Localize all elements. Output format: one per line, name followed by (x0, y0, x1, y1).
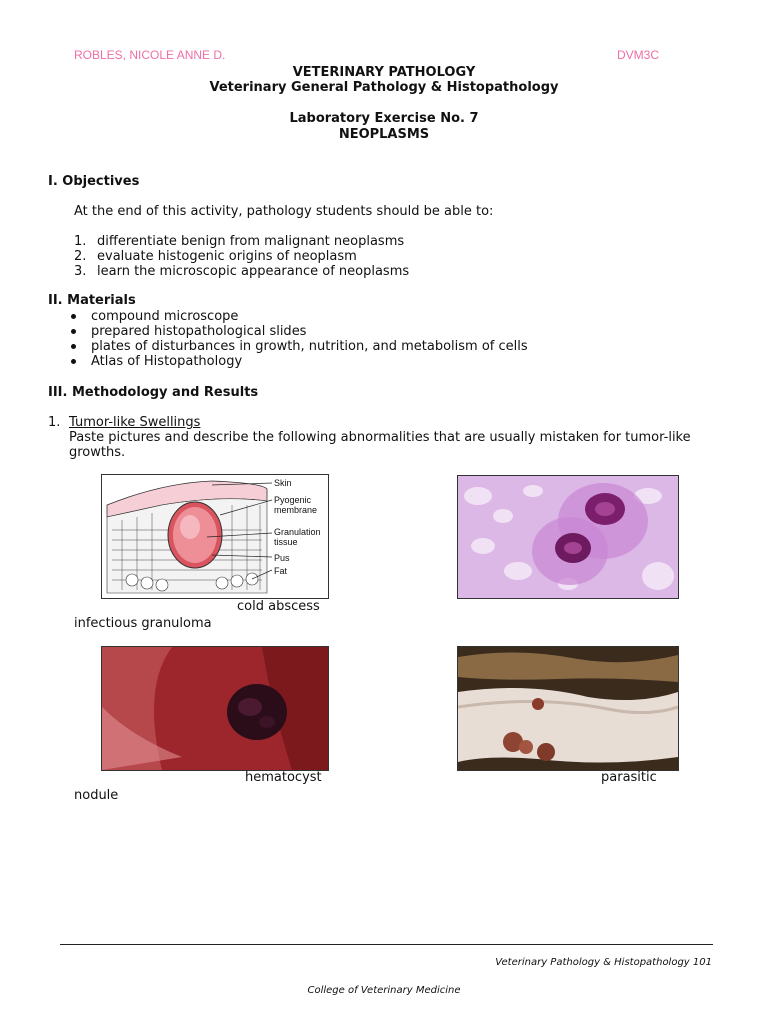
course-title: VETERINARY PATHOLOGY (292, 65, 476, 80)
footer-course: Veterinary Pathology & Histopathology 101 (495, 957, 712, 968)
label-pus: Pus (274, 553, 290, 563)
caption-infectious-granuloma: infectious granuloma (74, 616, 212, 631)
objective-item (74, 249, 409, 264)
material-item: plates of disturbances in growth, nutrition, and metabolism of cells (68, 339, 528, 354)
granuloma-histology-image (457, 475, 679, 599)
method-desc-line2: growths. (69, 445, 126, 460)
footer-college: College of Veterinary Medicine (307, 985, 461, 996)
label-pyogenic-membrane: Pyogenic membrane (274, 495, 318, 515)
hematocyst-image (101, 646, 329, 771)
methodology-heading: III. Methodology and Results (48, 385, 259, 400)
objective-item (74, 264, 409, 279)
method-item-number: 1. (48, 415, 61, 430)
objective-text: differentiate benign from malignant neoplasms (97, 234, 405, 249)
label-fat: Fat (274, 566, 288, 576)
label-granulation-tissue: Granulation tissue (274, 527, 321, 547)
caption-parasitic: parasitic (601, 770, 657, 785)
materials-list (68, 309, 528, 369)
materials-heading: II. Materials (48, 293, 136, 308)
caption-hematocyst: hematocyst (245, 770, 322, 785)
objective-number: 1. (74, 234, 87, 249)
objective-item (74, 234, 409, 249)
objectives-list (74, 234, 409, 279)
label-skin: Skin (274, 478, 292, 488)
method-desc-line1: Paste pictures and describe the following abnormalities that are usually mistaken for tumor-like (69, 430, 691, 445)
material-item: prepared histopathological slides (68, 324, 528, 339)
objectives-heading: I. Objectives (48, 174, 140, 189)
objective-number: 2. (74, 249, 87, 264)
student-name: ROBLES, NICOLE ANNE D. (74, 48, 226, 62)
parasitic-nodule-image (457, 646, 679, 771)
parasitic-nodule-svg (458, 647, 678, 770)
section-label: DVM3C (617, 48, 660, 62)
objective-text: evaluate histogenic origins of neoplasm (97, 249, 357, 264)
material-item: compound microscope (68, 309, 528, 324)
granuloma-histology-svg (458, 476, 678, 598)
caption-nodule: nodule (74, 788, 119, 803)
objective-text: learn the microscopic appearance of neoplasms (97, 264, 410, 279)
footer-divider (60, 944, 713, 945)
course-subtitle: Veterinary General Pathology & Histopathology (209, 80, 559, 95)
material-item: Atlas of Histopathology (68, 354, 528, 369)
caption-cold-abscess: cold abscess (237, 599, 320, 614)
method-item-title: Tumor-like Swellings (69, 415, 201, 430)
objectives-intro: At the end of this activity, pathology students should be able to: (74, 204, 494, 219)
objective-number: 3. (74, 264, 87, 279)
exercise-topic: NEOPLASMS (338, 127, 430, 142)
abscess-diagram (101, 474, 329, 599)
hematocyst-svg (102, 647, 328, 770)
exercise-title: Laboratory Exercise No. 7 (289, 111, 479, 126)
